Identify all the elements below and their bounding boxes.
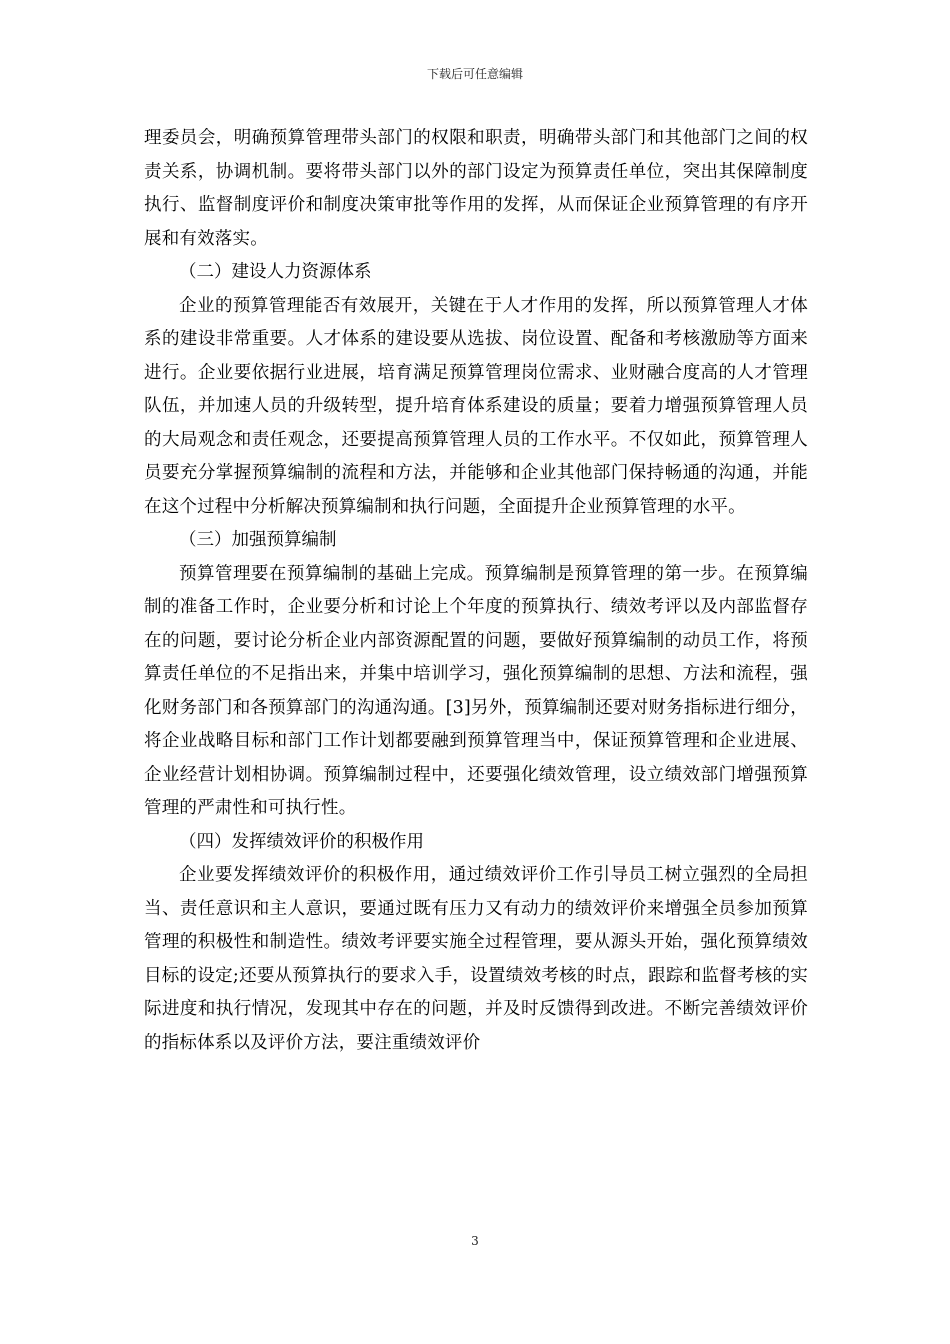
paragraph-hr-system: 企业的预算管理能否有效展开，关键在于人才作用的发挥，所以预算管理人才体系的建设非常重要。人才体系的建设要从选拔、岗位设置、配备和考核激励等方面来进行。企业要依据行业进展，培育满足预算管理岗位需求、业财融合度高的人才管理队伍，并加速人员的升级转型，提升培育体系建设的质量；要着力增强预算管理人员的大局观念和责任观念，还要提高预算管理人员的工作水平。不仅如此，预算管理人员要充分掌握预算编制的流程和方法，并能够和企业其他部门保持畅通的沟通，并能在这个过程中分析解决预算编制和执行问题，全面提升企业预算管理的水平。 <box>144 295 808 517</box>
paragraph-budget-preparation: 预算管理要在预算编制的基础上完成。预算编制是预算管理的第一步。在预算编制的准备工作时，企业要分析和讨论上个年度的预算执行、绩效考评以及内部监督存在的问题，要讨论分析企业内部资源配置的问题，要做好预算编制的动员工作，将预算责任单位的不足指出来，并集中培训学习，强化预算编制的思想、方法和流程，强化财务部门和各预算部门的沟通沟通。[3]另外，预算编制还要对财务指标进行细分，将企业战略目标和部门工作计划都要融到预算管理当中，保证预算管理和企业进展、企业经营计划相协调。预算编制过程中，还要强化绩效管理，设立绩效部门增强预算管理的严肃性和可执行性。 <box>144 563 808 818</box>
section-heading-2: （二）建设人力资源体系 <box>179 262 372 282</box>
paragraph-continued: 理委员会，明确预算管理带头部门的权限和职责，明确带头部门和其他部门之间的权责关系，协调机制。要将带头部门以外的部门设定为预算责任单位，突出其保障制度执行、监督制度评价和制度决策审批等作用的发挥，从而保证企业预算管理的有序开展和有效落实。 <box>144 128 808 249</box>
section-heading-3: （三）加强预算编制 <box>179 530 337 550</box>
paragraph-performance-evaluation: 企业要发挥绩效评价的积极作用，通过绩效评价工作引导员工树立强烈的全局担当、责任意识和主人意识，要通过既有压力又有动力的绩效评价来增强全员参加预算管理的积极性和制造性。绩效考评要实施全过程管理，要从源头开始，强化预算绩效目标的设定;还要从预算执行的要求入手，设置绩效考核的时点，跟踪和监督考核的实际进度和执行情况，发现其中存在的问题，并及时反馈得到改进。不断完善绩效评价的指标体系以及评价方法，要注重绩效评价 <box>144 865 808 1053</box>
page-header: 下载后可任意编辑 <box>426 67 523 81</box>
document-body <box>144 122 808 1060</box>
page-number: 3 <box>471 1234 479 1248</box>
section-heading-4: （四）发挥绩效评价的积极作用 <box>179 831 424 852</box>
